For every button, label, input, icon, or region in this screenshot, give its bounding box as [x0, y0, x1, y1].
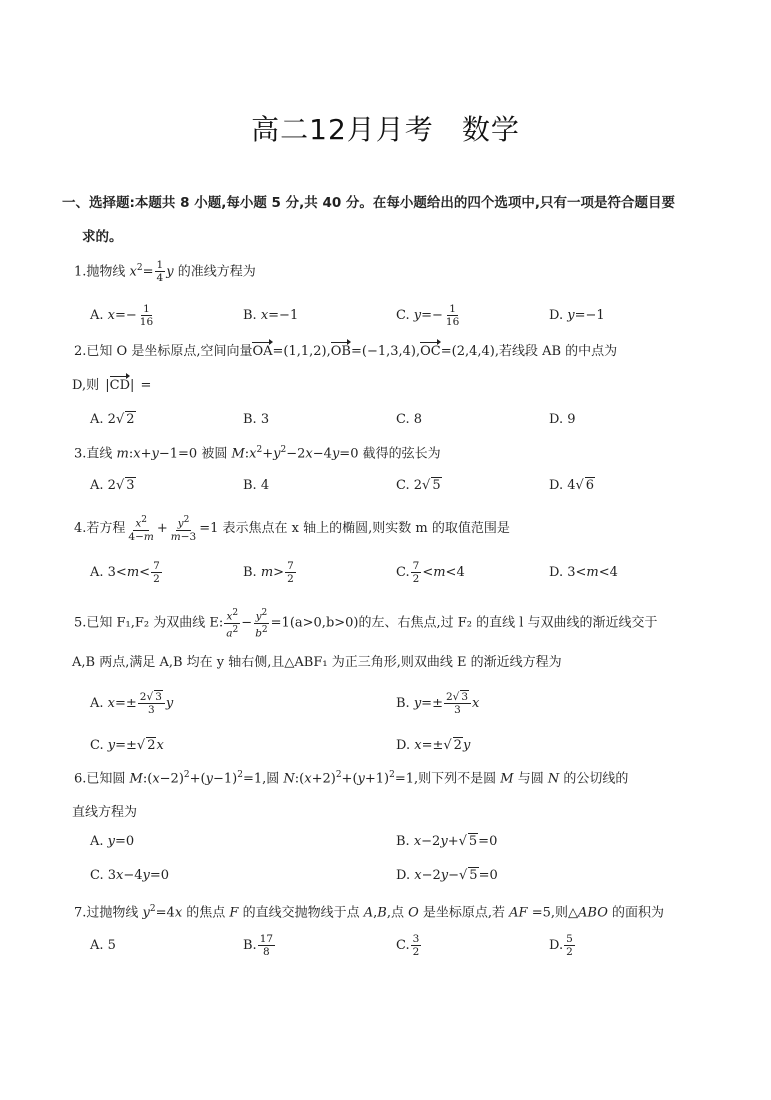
option-d: D. x −2 y − √ 5 =0 [396, 867, 498, 883]
question-number: 1. [74, 264, 87, 280]
option-d: D. $\frac{5}{2}$ [549, 932, 573, 958]
question-6-options-row1 [90, 826, 710, 856]
question-5-options-row1 [90, 688, 710, 718]
option-b: B. 4 [243, 477, 270, 493]
option-b: B. x =−1 [243, 307, 299, 323]
option-b: B. $\frac{17}{8}$ [243, 932, 274, 958]
question-number: 2. [74, 344, 87, 359]
section-line-1: 一、选择题:本题共 8 小题,每小题 5 分,共 40 分。在每小题给出的四个选项中,只有一项是符合题目要 [62, 195, 676, 211]
option-d: D. y =−1 [549, 307, 605, 323]
option-a: A. 3< m < $\frac{7}{2}$ [90, 559, 160, 585]
title-main: 高二12月月考 [251, 113, 434, 146]
option-c: C. y =− $\frac{1}{16}$ [396, 302, 460, 328]
option-c: C. 2 √ 5 [396, 477, 441, 493]
section-header [62, 186, 712, 254]
option-d: D. 4 √ 6 [549, 477, 595, 493]
option-d: D. 9 [549, 411, 576, 427]
option-a: A. 2 √ 2 [90, 411, 135, 427]
question-5-options-row2 [90, 730, 710, 760]
question-number: 4. [74, 520, 87, 536]
question-5: 5.已知 F₁,F₂ 为双曲线 E: $\frac{x2}{a2}$ − $\frac{y2}{b2}$ =1(a>0,b>0)的左、右焦点,过 F₂ 的直线 l 与双曲线的渐近线交于 A,B 两点,满足 A,B 均在 y 轴右侧,且△ABF₁ 为正三角形,则双曲线 E 的渐近线方程为 [74, 607, 714, 673]
option-b: B. 3 [243, 411, 270, 427]
question-7: 7.过抛物线 $y^2=4x$ 的焦点 F 的直线交抛物线于点 A,B,点 O 是坐标原点,若 AF =5,则△ABO 的面积为 [74, 904, 664, 921]
question-number: 3. [74, 446, 87, 462]
option-a: A. 2 √ 3 [90, 477, 135, 493]
question-6: 6.已知圆 $M:(x-2)^2+(y-1)^2=1$,圆 $N:(x+2)^2+(y+1)^2=1$,则下列不是圆 M 与圆 N 的公切线的 直线方程为 [74, 765, 714, 823]
option-b: B. m > $\frac{7}{2}$ [243, 559, 294, 585]
option-c: C. $\frac{3}{2}$ [396, 932, 420, 958]
question-3: 3.直线 m:x+y−1=0 被圆 $M:x^2+y^2-2x-4y=0$ 截得的弦长为 [74, 445, 441, 462]
option-a: A. x =± $\frac{2√ 3}{3}$ y [90, 690, 174, 716]
option-d: D. x =± √ 2 y [396, 737, 471, 753]
page-title [0, 108, 771, 148]
option-a: A. y =0 [90, 833, 135, 849]
question-2-options [90, 404, 710, 434]
option-b: B. x −2 y + √ 5 =0 [396, 833, 498, 849]
option-c: C. 8 [396, 411, 423, 427]
question-5-cont: A,B 两点,满足 A,B 均在 y 轴右侧,且△ABF₁ 为正三角形,则双曲线 E 的渐近线方程为 [72, 655, 562, 670]
question-6-cont: 直线方程为 [72, 805, 138, 821]
option-a: A. 5 [90, 937, 116, 953]
option-b: B. y =± $\frac{2√ 3}{3}$ x [396, 690, 480, 716]
option-a: A. x =− $\frac{1}{16}$ [90, 302, 154, 328]
question-1: 1.抛物线 $x^2=$ $\frac{1}{4}$ y 的准线方程为 [74, 259, 256, 285]
option-c: C. $\frac{7}{2}$ < m <4 [396, 559, 465, 585]
question-3-options [90, 470, 710, 500]
question-number: 6. [74, 771, 87, 787]
question-4: 4.若方程 $\frac{x2}{4-m}$ + $\frac{y2}{m-3}$ =1 表示焦点在 x 轴上的椭圆,则实数 m 的取值范围是 [74, 515, 510, 543]
question-2-cont: D,则 |CD| = [72, 376, 714, 396]
question-number: 7. [74, 905, 87, 921]
question-7-options [90, 930, 710, 960]
question-4-options [90, 557, 710, 587]
option-d: D. 3< m <4 [549, 564, 618, 580]
option-c: C. 3 x −4 y =0 [90, 867, 170, 883]
question-1-options [90, 300, 710, 330]
question-2: 2.已知 O 是坐标原点,空间向量OA=(1,1,2),OB=(−1,3,4),OC=(2,4,4),若线段 AB 的中点为 D,则 |CD| = [74, 342, 714, 396]
question-6-options-row2 [90, 860, 710, 890]
option-c: C. y =± √ 2 x [90, 737, 164, 753]
section-line-2: 求的。 [82, 229, 123, 245]
title-subject: 数学 [461, 113, 520, 146]
question-number: 5. [74, 615, 87, 631]
